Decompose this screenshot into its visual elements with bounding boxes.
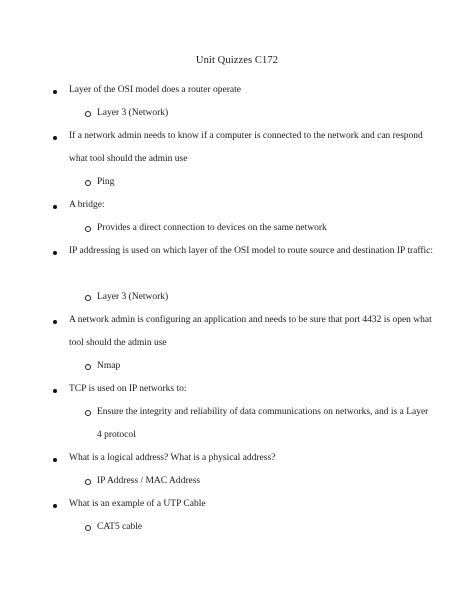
question-text: A bridge: bbox=[69, 200, 105, 210]
bullet-icon bbox=[53, 205, 57, 209]
question-text: A network admin is configuring an application and needs to be sure that port 4432 is open what tool should the admin use bbox=[69, 315, 432, 348]
question-text: IP addressing is used on which layer of the OSI model to route source and destination IP traffic: bbox=[69, 246, 433, 256]
question-text: What is a logical address? What is a physical address? bbox=[69, 453, 276, 463]
question-text: If a network admin needs to know if a computer is connected to the network and can respond what tool should the admin use bbox=[69, 131, 423, 164]
bullet-icon bbox=[53, 90, 57, 94]
answer-text: IP Address / MAC Address bbox=[97, 476, 201, 486]
circle-bullet-icon bbox=[85, 525, 91, 531]
circle-bullet-icon bbox=[85, 479, 91, 485]
document-title: Unit Quizzes C172 bbox=[195, 55, 279, 66]
answer-text: Nmap bbox=[97, 361, 121, 371]
circle-bullet-icon bbox=[85, 364, 91, 370]
bullet-icon bbox=[53, 504, 57, 508]
bullet-icon bbox=[53, 389, 57, 393]
circle-bullet-icon bbox=[85, 410, 91, 416]
bullet-icon bbox=[53, 251, 57, 255]
bullet-icon bbox=[53, 320, 57, 324]
answer-text: Ensure the integrity and reliability of data communications on networks, and is a Layer 4 protocol bbox=[97, 407, 429, 440]
answer-text: Provides a direct connection to devices on the same network bbox=[97, 223, 327, 233]
circle-bullet-icon bbox=[85, 295, 91, 301]
question-text: TCP is used on IP networks to: bbox=[69, 384, 187, 394]
bullet-icon bbox=[53, 136, 57, 140]
question-text: Layer of the OSI model does a router operate bbox=[69, 85, 241, 95]
answer-text: Layer 3 (Network) bbox=[97, 292, 169, 302]
bullet-icon bbox=[53, 458, 57, 462]
answer-text: Ping bbox=[97, 177, 115, 187]
circle-bullet-icon bbox=[85, 226, 91, 232]
answer-text: Layer 3 (Network) bbox=[97, 108, 169, 118]
circle-bullet-icon bbox=[85, 111, 91, 117]
question-text: What is an example of a UTP Cable bbox=[69, 499, 206, 509]
circle-bullet-icon bbox=[85, 180, 91, 186]
answer-text: CAT5 cable bbox=[97, 522, 143, 532]
